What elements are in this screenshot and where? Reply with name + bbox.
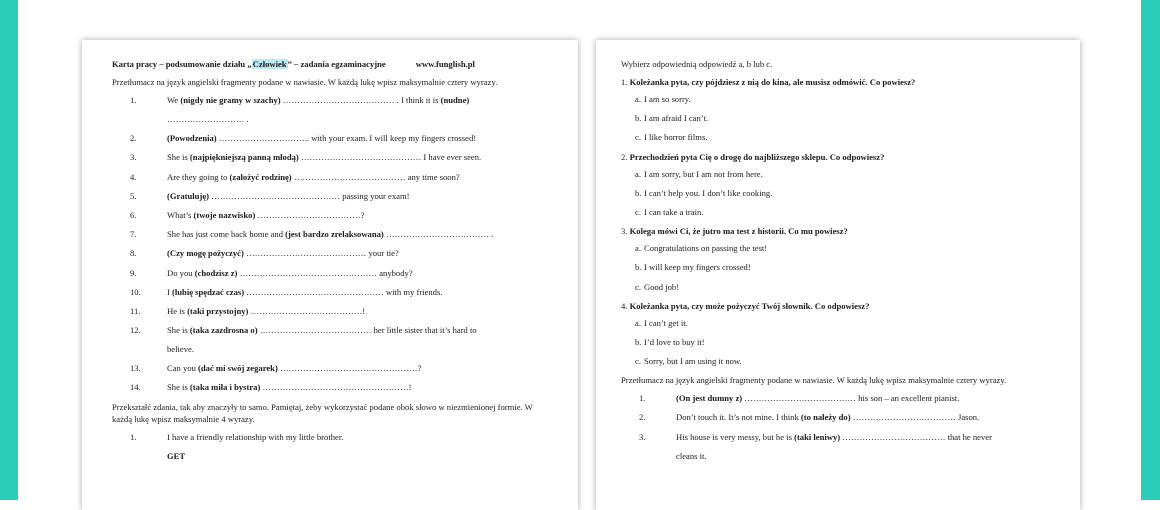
item-number: 14. (130, 382, 141, 393)
item-text: We (167, 95, 181, 105)
item-text: Are they going to (167, 171, 230, 182)
item-text: Can you (167, 363, 199, 374)
polish-phrase: (najpiękniejszą panną młodą) (189, 152, 299, 163)
instruction-translate: Przetłumacz na język angielski fragmenty podane w nawiasie. W każdą lukę wpisz maksymalnie cztery wyrazy. (112, 77, 498, 87)
item-text: His house is very messy, but he is (676, 431, 795, 442)
item-text: ………………………………… her little sister that it’s hard to (257, 325, 477, 336)
item-text: She is (167, 382, 190, 393)
teal-frame-left (0, 0, 18, 500)
item-text: I have a friendly relationship with my little brother. (167, 431, 344, 442)
transform-item (112, 431, 554, 462)
instruction-choose: Wybierz odpowiednią odpowiedź a, b lub c. (621, 59, 773, 69)
exercise-item (112, 247, 554, 259)
item-number: 9. (130, 267, 137, 278)
polish-phrase: (lubię spędzać czas) (172, 286, 245, 297)
item-number: 2. (130, 133, 137, 144)
item-text: ………………………………………… with my friends. (244, 286, 443, 297)
option-list (621, 242, 1060, 292)
item-text: ……………………………… that he never (840, 431, 992, 442)
exercise-item (112, 132, 554, 144)
item-number: 12. (130, 325, 141, 336)
polish-phrase: (taka zazdrosna o) (189, 325, 258, 336)
worksheet-title: Karta pracy – podsumowanie działu „Człowiek” – zadania egzaminacyjne (112, 59, 386, 69)
item-number: 1. (130, 431, 137, 442)
polish-phrase: (Czy mogę pożyczyć) (167, 248, 244, 259)
question-text: Koleżanka pyta, czy pójdziesz z nią do kina, ale musisz odmówić. Co powiesz? (629, 77, 916, 87)
exercise-item (112, 381, 554, 393)
worksheet-page-right (596, 40, 1080, 510)
item-text: She is (167, 152, 190, 163)
translation-list-2 (621, 392, 1060, 461)
polish-phrase: (założyć rodzinę) (229, 171, 292, 182)
polish-phrase: (chodzisz z) (194, 267, 238, 278)
question-text: Koleżanka pyta, czy może pożyczyć Twój słownik. Co odpowiesz? (629, 300, 870, 311)
option-letter: b. (635, 262, 642, 273)
question (621, 225, 1060, 237)
option-text: I am so sorry. (644, 94, 691, 104)
polish-phrase: (Gratuluję) (167, 190, 210, 201)
option-letter: c. (635, 206, 641, 217)
item-number: 13. (130, 363, 141, 374)
item-text: ……………………………… Jason. (850, 412, 980, 423)
option-letter: a. (635, 94, 641, 104)
option-text: I can’t help you. I don’t like cooking. (644, 187, 773, 198)
item-continuation: cleans it. (676, 450, 707, 461)
question (621, 76, 1060, 88)
item-continuation: ……………………… . (167, 114, 249, 124)
exercise-item (112, 286, 554, 298)
answer-option (621, 242, 1060, 254)
option-letter: c. (635, 132, 641, 143)
instruction-translate-2: Przetłumacz na język angielski fragmenty podane w nawiasie. W każdą lukę wpisz maksymalnie cztery wyrazy. (621, 375, 1007, 386)
question-number: 4. (621, 300, 628, 311)
option-text: Congratulations on passing the test! (644, 243, 768, 254)
item-number: 5. (130, 190, 137, 201)
worksheet-header (112, 58, 554, 70)
question (621, 151, 1060, 163)
answer-option (621, 355, 1060, 367)
item-text: What’s (167, 209, 194, 220)
question-number: 1. (621, 77, 628, 87)
item-text: ………………………………? (255, 209, 365, 220)
exercise-item (112, 267, 554, 279)
item-number: 7. (130, 229, 137, 240)
keyword: GET (167, 450, 186, 461)
item-number: 4. (130, 171, 137, 182)
option-letter: a. (635, 168, 641, 179)
question (621, 300, 1060, 312)
title-highlight: Człowiek (252, 59, 287, 69)
item-text: …………………………………………? (277, 363, 422, 374)
polish-phrase: (nigdy nie gramy w szachy) (180, 95, 281, 105)
option-letter: b. (635, 187, 642, 198)
item-text: He is (167, 305, 188, 316)
exercise-item (621, 411, 1060, 423)
question-text: Kolega mówi Ci, że jutro ma test z historii. Co mu powiesz? (629, 226, 848, 237)
item-number: 11. (130, 305, 141, 316)
item-text: ………………………….. with your exam. I will keep my fingers crossed! (216, 133, 477, 144)
polish-phrase: (nudne) (440, 95, 470, 105)
option-list (621, 168, 1060, 218)
answer-option (621, 112, 1060, 124)
item-number: 3. (130, 152, 137, 163)
item-text: I (167, 286, 173, 297)
item-number: 8. (130, 248, 137, 259)
option-text: I am afraid I can’t. (644, 113, 709, 124)
site-url: www.funglish.pl (415, 59, 475, 69)
option-list (621, 93, 1060, 143)
option-text: I will keep my fingers crossed! (644, 262, 751, 273)
option-text: I’d love to buy it! (644, 336, 705, 347)
exercise-item (112, 171, 554, 183)
item-number: 6. (130, 209, 137, 220)
worksheet-page-left (82, 40, 578, 510)
polish-phrase: (On jest dumny z) (676, 393, 743, 404)
option-letter: c. (635, 281, 641, 292)
exercise-item (112, 94, 554, 125)
polish-phrase: (Powodzenia) (167, 133, 217, 144)
option-letter: a. (635, 317, 641, 328)
question-number: 2. (621, 151, 628, 162)
answer-option (621, 206, 1060, 218)
answer-option (621, 131, 1060, 143)
item-number: 10. (130, 286, 141, 297)
exercise-item (112, 324, 554, 355)
answer-option (621, 187, 1060, 199)
item-text: She is (167, 325, 190, 336)
item-text: She has just come back home and (167, 229, 286, 240)
item-text: …………………………………! (248, 305, 366, 316)
option-text: I can’t get it. (644, 317, 688, 328)
exercise-item (112, 362, 554, 374)
item-number: 3. (639, 431, 646, 442)
polish-phrase: (jest bardzo zrelaksowana) (285, 229, 384, 240)
exercise-item (112, 190, 554, 202)
polish-phrase: (taki leniwy) (794, 431, 841, 442)
exercise-item (112, 151, 554, 163)
option-list (621, 317, 1060, 367)
option-letter: a. (635, 243, 641, 254)
teal-frame-right (1141, 0, 1160, 500)
answer-option (621, 281, 1060, 293)
exercise-item (112, 209, 554, 221)
exercise-item (112, 228, 554, 240)
polish-phrase: (taki przystojny) (187, 305, 249, 316)
item-text: ………………………………… any time soon? (291, 171, 460, 182)
option-text: I like horror films. (644, 132, 708, 143)
option-text: I am sorry, but I am not from here. (644, 168, 763, 179)
polish-phrase: (taka miła i bystra) (189, 382, 261, 393)
instruction-transform: Przekształć zdania, tak aby znaczyły to samo. Pamiętaj, żeby wykorzystać podane obok słowo w niezmienionej formie. W każdą lukę wpisz maksymalnie 4 wyrazy. (112, 401, 533, 424)
item-text: ………………………………… his son – an excellent pianist. (742, 393, 960, 404)
item-text: ……………………………………… passing your exam! (209, 190, 410, 201)
item-number: 1. (130, 95, 137, 105)
answer-option (621, 168, 1060, 180)
item-text: Do you (167, 267, 195, 278)
item-text: …………………………………… your tie? (243, 248, 399, 259)
option-text: Good job! (644, 281, 680, 292)
option-letter: b. (635, 336, 642, 347)
item-number: 2. (639, 412, 646, 423)
item-text: ………………………………………… anybody? (237, 267, 413, 278)
option-text: I can take a train. (644, 206, 704, 217)
answer-option (621, 261, 1060, 273)
polish-phrase: (dać mi swój zegarek) (198, 363, 278, 374)
question-text: Przechodzień pyta Cię o drogę do najbliższego sklepu. Co odpowiesz? (629, 151, 885, 162)
item-text: ………………………………… . I think it is (280, 95, 441, 105)
exercise-item (621, 431, 1060, 462)
option-text: Sorry, but I am using it now. (644, 356, 742, 367)
exercise-item (112, 305, 554, 317)
item-text: ……………………………… . (383, 229, 494, 240)
item-continuation: believe. (167, 344, 194, 355)
item-text: ……………………………………………! (260, 382, 412, 393)
option-letter: b. (635, 113, 642, 124)
item-number: 1. (639, 393, 646, 404)
polish-phrase: (to należy do) (800, 412, 851, 423)
exercise-item (621, 392, 1060, 404)
polish-phrase: (twoje nazwisko) (193, 209, 256, 220)
translation-list (112, 94, 554, 393)
item-text: Don’t touch it. It’s not mine. I think (676, 412, 801, 423)
item-text: …………………………………… I have ever seen. (298, 152, 482, 163)
transform-list (112, 431, 554, 462)
question-list (621, 76, 1060, 367)
answer-option (621, 93, 1060, 105)
answer-option (621, 336, 1060, 348)
question-number: 3. (621, 226, 628, 237)
answer-option (621, 317, 1060, 329)
option-letter: c. (635, 356, 641, 367)
